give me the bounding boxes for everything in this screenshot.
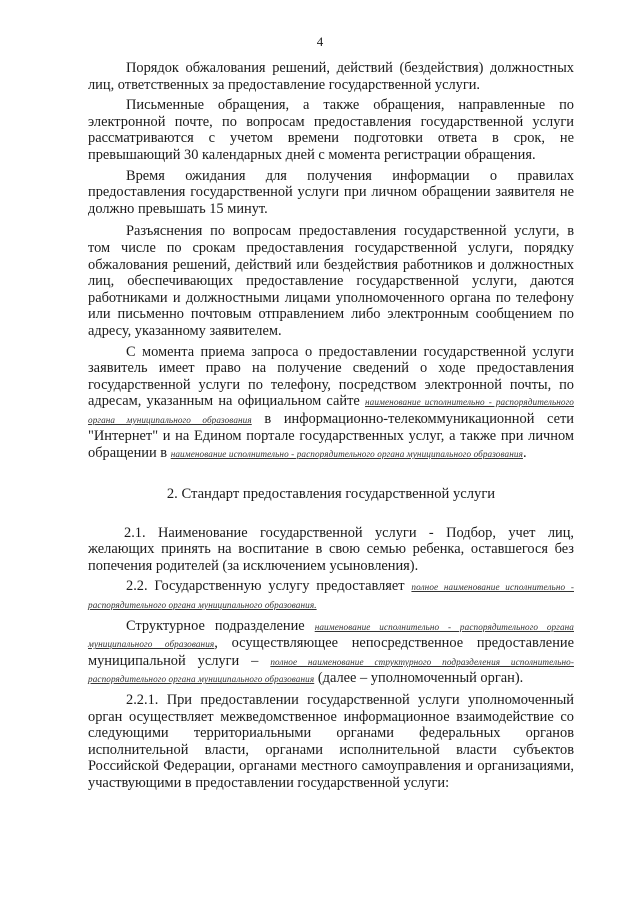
paragraph-request-status <box>88 344 574 463</box>
page-number: 4 <box>316 34 324 49</box>
paragraph-service-name: 2.1. Наименование государственной услуги - Подбор, учет лиц, желающих принять на воспитание в свою семью ребенка, оставшегося без попечения родителей (за исключением усыновления). <box>88 524 574 574</box>
placeholder-organ-full-name: полное наименование исполнительно - распорядительного органа муниципального образования. <box>88 582 574 611</box>
paragraph-appeal-procedure: Порядок обжалования решений, действий (бездействия) должностных лиц, ответственных за предоставление государственной услуги. <box>88 60 574 93</box>
paragraph-text: Структурное подразделение <box>126 617 305 634</box>
paragraph-clarifications: Разъяснения по вопросам предоставления государственной услуги, в том числе по срокам предоставления государственной услуги, порядку обжалования решений, действий или бездействия работников и должностных лиц, обеспечивающих предоставление государственной услуги, даются работниками и должностными лицами уполномоченного органа по телефону или письменно почтовым отправлением либо электронным сообщением по адресу, указанному заявителем. <box>88 223 574 339</box>
placeholder-unit-full-name: полное наименование структурного подразделения исполнительно-распорядительного органа муниципального образования <box>88 656 574 685</box>
paragraph-text: С момента приема запроса о предоставлении государственной услуги заявитель имеет право на получение сведений о ходе предоставления государственной услуги по телефону, посредством электронной почты, по адресам, указанным на официальном сайте <box>88 343 574 410</box>
section-heading: 2. Стандарт предоставления государственной услуги <box>166 485 496 502</box>
paragraph-written-requests: Письменные обращения, а также обращения, направленные по электронной почте, по вопросам предоставления государственной услуги рассматриваются с учетом времени подготовки ответа в срок, не превышающий 30 календарных дней с момента регистрации обращения. <box>88 97 574 163</box>
document-body <box>88 60 574 792</box>
paragraph-text: (далее – уполномоченный орган). <box>317 670 524 687</box>
placeholder-organ-name: наименование исполнительно - распорядительного органа муниципального образования <box>88 621 574 650</box>
paragraph-structural-unit <box>88 618 574 688</box>
paragraph-text: , осуществляющее непосредственное предоставление муниципальной услуги – <box>88 635 574 669</box>
paragraph-text: 2.2. Государственную услугу предоставляет <box>126 578 405 595</box>
paragraph-text: . <box>522 445 527 462</box>
placeholder-organ-name: наименование исполнительно - распорядительного органа муниципального образования <box>170 449 523 460</box>
paragraph-waiting-time: Время ожидания для получения информации о правилах предоставления государственной услуги при личном обращении заявителя не должно превышать 15 минут. <box>88 167 574 217</box>
paragraph-service-provider <box>88 578 574 613</box>
paragraph-interagency-interaction: 2.2.1. При предоставлении государственной услуги уполномоченный орган осуществляет межведомственное информационное взаимодействие со следующими территориальными органами федеральных органов исполнительной власти, органами исполнительной власти субъектов Российской Федерации, органами местного самоуправления и организациями, участвующими в предоставлении государственной услуги: <box>88 692 574 791</box>
placeholder-organ-name: наименование исполнительно - распорядительного органа муниципального образования <box>88 397 574 425</box>
paragraph-text: в информационно-телекоммуникационной сети "Интернет" и на Едином портале государственных услуг, а также при личном обращении в <box>88 410 574 462</box>
